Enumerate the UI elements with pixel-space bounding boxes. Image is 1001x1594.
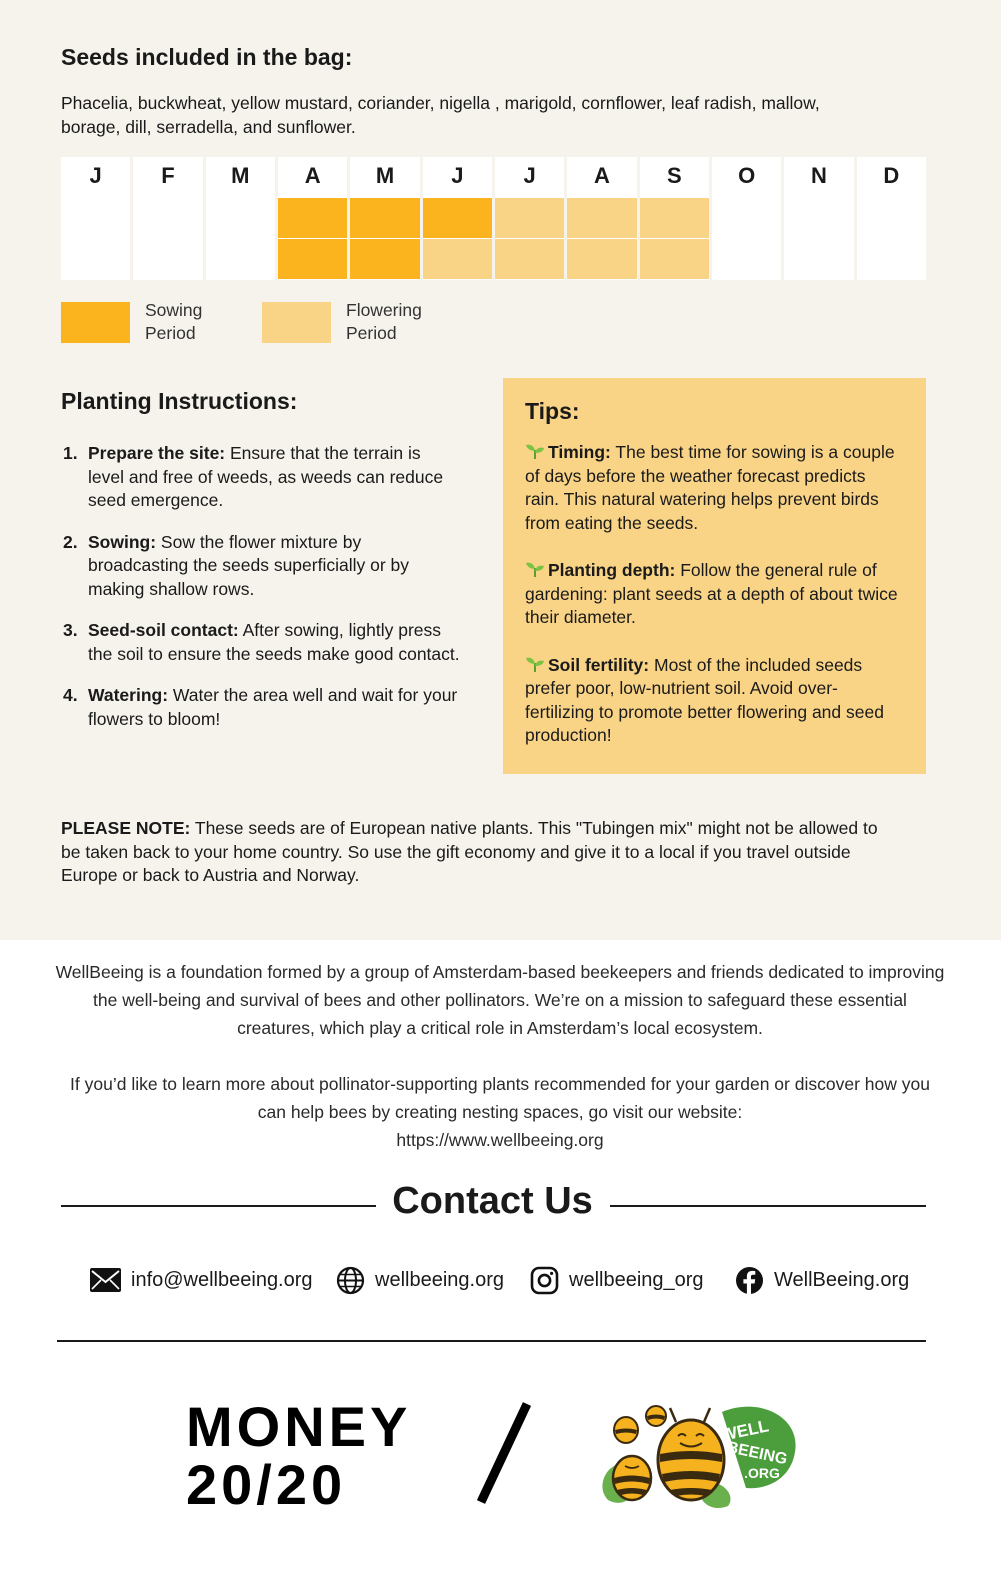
calendar-month — [350, 157, 419, 280]
calendar-month — [278, 157, 347, 280]
website-paragraph — [55, 1070, 945, 1154]
sowing-legend-label: Sowing Period — [145, 300, 203, 343]
tip-item — [525, 559, 904, 630]
calendar-month — [206, 157, 275, 280]
wellbeeing-logo — [596, 1400, 801, 1510]
sowing-period-cell — [350, 198, 419, 238]
calendar-month-label: N — [811, 163, 827, 188]
partnership-slash — [472, 1400, 534, 1506]
calendar-month — [640, 157, 709, 280]
sowing-period-cell — [278, 198, 347, 238]
instruction-step — [61, 531, 461, 602]
calendar-month-label: O — [738, 163, 756, 188]
contact-email[interactable] — [90, 1263, 313, 1297]
tips-list — [525, 441, 904, 748]
calendar-month — [133, 157, 202, 280]
contact-instagram[interactable] — [530, 1263, 704, 1297]
calendar-month-label: J — [89, 163, 102, 188]
tip-text: The best time for sowing is a couple of days before the weather forecast predicts rain. This natural watering helps prevent birds from eating the seeds. — [525, 442, 895, 533]
sowing-legend-swatch — [61, 302, 130, 343]
sprout-icon — [525, 442, 545, 460]
tip-text: Most of the included seeds prefer poor, low-nutrient soil. Avoid over-fertilizing to promote better flowering and seed production! — [525, 654, 884, 745]
calendar-month-label: A — [304, 163, 321, 188]
step-title: Watering: — [88, 685, 169, 705]
planting-calendar — [61, 157, 926, 280]
instagram-icon — [530, 1266, 559, 1295]
contact-instagram-text: wellbeeing_org — [569, 1268, 704, 1291]
flowering-period-cell — [495, 239, 564, 279]
tip-title: Soil fertility: — [548, 654, 650, 675]
seeds-list: Phacelia, buckwheat, yellow mustard, coriander, nigella , marigold, cornflower, leaf radish, mallow, borage, dill, serradella, and sunflower. — [61, 93, 820, 137]
calendar-month — [495, 157, 564, 280]
contact-website-text: wellbeeing.org — [375, 1268, 504, 1291]
instruction-step — [61, 684, 461, 731]
calendar-month-label: M — [375, 163, 395, 188]
step-title: Seed-soil contact: — [88, 620, 239, 640]
step-number: 3. — [63, 620, 78, 640]
seeds-title: Seeds included in the bag: — [61, 44, 353, 70]
calendar-month — [712, 157, 781, 280]
step-text: Sow the flower mixture by broadcasting the seeds superficially or by making shallow rows. — [88, 531, 410, 599]
wellbeeing-logo-line3: .ORG — [744, 1465, 780, 1481]
contact-title: Contact Us — [392, 1180, 593, 1222]
step-title: Prepare the site: — [88, 443, 226, 463]
wellbeeing-logo-line2: BEEING — [725, 1438, 789, 1469]
calendar-month — [61, 157, 130, 280]
money2020-logo-line1: MONEY — [186, 1395, 412, 1458]
instruction-step — [61, 619, 461, 666]
tip-item — [525, 654, 904, 748]
flowering-period-cell — [640, 198, 709, 238]
flowering-legend-swatch — [262, 302, 331, 343]
calendar-month — [567, 157, 636, 280]
money2020-logo-line2: 20/20 — [186, 1453, 347, 1516]
tip-item — [525, 441, 904, 535]
contact-facebook-text: WellBeeing.org — [774, 1268, 910, 1291]
sprout-icon — [525, 560, 545, 578]
please-note-text: These seeds are of European native plants. This "Tubingen mix" might not be allowed to be taken back to your home country. So use the gift economy and give it to a local if you travel outside Europe or back to Austria and Norway. — [61, 818, 878, 885]
calendar-month-label: S — [666, 163, 682, 188]
tip-title: Planting depth: — [548, 560, 676, 580]
flowering-period-cell — [423, 239, 492, 279]
mail-icon — [90, 1268, 121, 1292]
calendar-month-label: M — [231, 163, 250, 188]
globe-icon — [336, 1266, 365, 1295]
tips-title: Tips: — [525, 398, 580, 424]
calendar-month-label: J — [523, 163, 536, 188]
please-note — [61, 817, 891, 888]
step-number: 2. — [63, 531, 78, 552]
sowing-period-cell — [350, 239, 419, 279]
tip-text: Follow the general rule of gardening: plant seeds at a depth of about twice their diameter. — [525, 560, 898, 627]
website-invite: If you’d like to learn more about pollinator-supporting plants recommended for your garden or discover how you can help bees by creating nesting spaces, go visit our website: — [70, 1074, 930, 1122]
sowing-period-cell — [278, 239, 347, 279]
step-number: 1. — [63, 443, 78, 463]
step-number: 4. — [63, 685, 78, 705]
flowering-legend-label: Flowering Period — [346, 300, 422, 343]
planting-instructions-title: Planting Instructions: — [61, 388, 298, 414]
sowing-period-cell — [423, 198, 492, 238]
flowering-period-cell — [495, 198, 564, 238]
calendar-month-label: J — [451, 163, 464, 188]
tips-box — [503, 378, 926, 774]
calendar-month — [423, 157, 492, 280]
about-paragraph: WellBeeing is a foundation formed by a group of Amsterdam-based beekeepers and friends dedicated to improving the well-being and survival of bees and other pollinators. We’re on a mission to safeguard these essential creatures, which play a critical role in Amsterdam’s local ecosystem. — [55, 962, 945, 1038]
step-text: Ensure that the terrain is level and free of weeds, as weeds can reduce seed emergence. — [88, 443, 444, 510]
please-note-lead: PLEASE NOTE: — [61, 818, 191, 838]
tip-title: Timing: — [548, 442, 611, 462]
website-url[interactable]: https://www.wellbeeing.org — [396, 1130, 604, 1150]
calendar-month — [857, 157, 926, 280]
contact-website[interactable] — [336, 1263, 504, 1297]
about-section — [55, 958, 945, 1154]
step-text: After sowing, lightly press the soil to ensure the seeds make good contact. — [88, 620, 460, 664]
sprout-icon — [525, 655, 545, 673]
money2020-logo — [186, 1395, 412, 1516]
contact-facebook[interactable] — [735, 1263, 909, 1297]
wellbeeing-logo-line1: WELL — [719, 1416, 771, 1445]
facebook-icon — [735, 1266, 764, 1295]
calendar-month-label: D — [883, 163, 900, 188]
instruction-step — [61, 442, 461, 513]
planting-instructions-list — [61, 442, 461, 749]
contact-divider-right — [610, 1205, 926, 1207]
calendar-month-label: F — [161, 163, 175, 188]
contact-divider-left — [61, 1205, 376, 1207]
step-title: Sowing: — [88, 531, 157, 552]
flowering-period-cell — [640, 239, 709, 279]
flowering-period-cell — [567, 198, 636, 238]
step-text: Water the area well and wait for your flowers to bloom! — [88, 685, 458, 729]
calendar-month-label: A — [594, 163, 610, 188]
contact-email-text: info@wellbeeing.org — [131, 1268, 313, 1291]
flowering-period-cell — [567, 239, 636, 279]
calendar-month — [784, 157, 853, 280]
footer-divider — [57, 1340, 926, 1342]
